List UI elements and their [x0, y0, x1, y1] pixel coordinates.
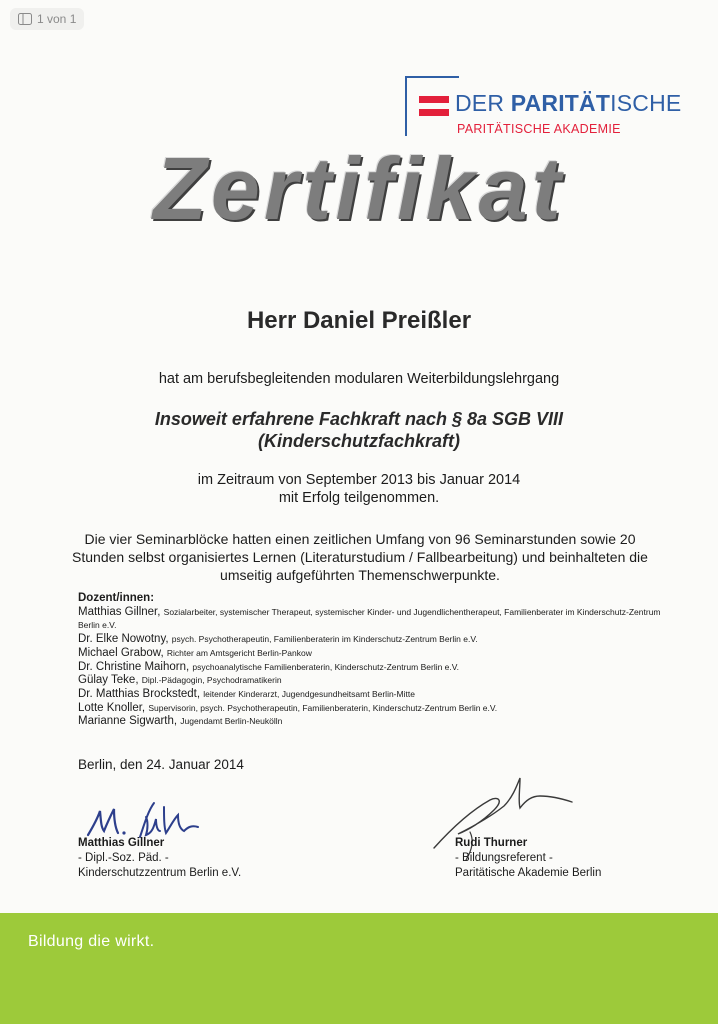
lecturer-item: Dr. Matthias Brockstedt, leitender Kinderarzt, Jugendgesundheitsamt Berlin-Mitte: [78, 687, 415, 700]
period-line: im Zeitraum von September 2013 bis Januar 2014: [197, 472, 521, 488]
lecturer-item: Matthias Gillner, Sozialarbeiter, systemischer Therapeut, systemischer Kinder- und Jugendlichentherapeut, Familienberater im Kinderschutz-Zentrum Berlin e.V.: [78, 605, 661, 631]
signatory-title: - Bildungsreferent -: [455, 852, 553, 864]
lecturer-item: Michael Grabow, Richter am Amtsgericht Berlin-Pankow: [78, 646, 312, 659]
signatory-title: - Dipl.-Soz. Päd. -: [78, 852, 169, 864]
course-title-line: Insoweit erfahrene Fachkraft nach § 8a SGB VIII: [154, 409, 564, 429]
lecturer-item: Marianne Sigwarth, Jugendamt Berlin-Neukölln: [78, 715, 283, 728]
paritaetische-logo: [405, 76, 685, 138]
signatory-organization: Kinderschutzzentrum Berlin e.V.: [78, 867, 242, 879]
logo-name: DER PARITÄTISCHE: [455, 90, 682, 116]
signatory-left: [78, 836, 241, 881]
scope-text: Die vier Seminarblöcke hatten einen zeitlichen Umfang von 96 Seminarstunden sowie 20 Stunden selbst organisiertes Lernen (Literaturstudium / Fallbearbeitung) und beinhalteten die umseitig aufgeführten Themenschwerpunkte.: [72, 531, 648, 583]
signatory-name: Matthias Gillner: [78, 837, 165, 849]
lecturer-item: Lotte Knoller, Supervisorin, psych. Psychotherapeutin, Familienberaterin, Kinderschutz-Zentrum Berlin e.V.: [78, 701, 498, 714]
period-text: [0, 471, 718, 507]
logo-subtitle: PARITÄTISCHE AKADEMIE: [457, 122, 621, 136]
lecturer-heading: Dozent/innen:: [78, 592, 155, 604]
lecturer-list: [78, 592, 678, 729]
certificate-title: Zertifikat: [153, 139, 565, 238]
footer-band: [0, 913, 718, 1024]
page-count: 1 von 1: [37, 12, 77, 26]
signatory-right: [455, 836, 601, 881]
place-date: Berlin, den 24. Januar 2014: [78, 757, 244, 772]
footer-slogan: Bildung die wirkt.: [28, 933, 155, 950]
lecturer-item: Dr. Elke Nowotny, psych. Psychotherapeutin, Familienberaterin im Kinderschutz-Zentrum Berlin e.V.: [78, 633, 478, 646]
signatory-name: Rudi Thurner: [455, 837, 528, 849]
intro-text: hat am berufsbegleitenden modularen Weiterbildungslehrgang: [158, 371, 560, 387]
page-indicator[interactable]: [10, 8, 84, 30]
completion-line: mit Erfolg teilgenommen.: [278, 490, 440, 506]
recipient-name: Herr Daniel Preißler: [246, 307, 472, 334]
course-subtitle-line: (Kinderschutzfachkraft): [257, 431, 461, 451]
signatory-organization: Paritätische Akademie Berlin: [455, 867, 602, 879]
lecturer-item: Dr. Christine Maihorn, psychoanalytische Familienberaterin, Kinderschutz-Zentrum Berlin e.V.: [78, 660, 460, 673]
course-title: [0, 408, 718, 452]
sidebar-icon: [18, 13, 32, 25]
logo-equals-mark: [419, 96, 449, 122]
lecturer-item: Gülay Teke, Dipl.-Pädagogin, Psychodramatikerin: [78, 674, 282, 687]
